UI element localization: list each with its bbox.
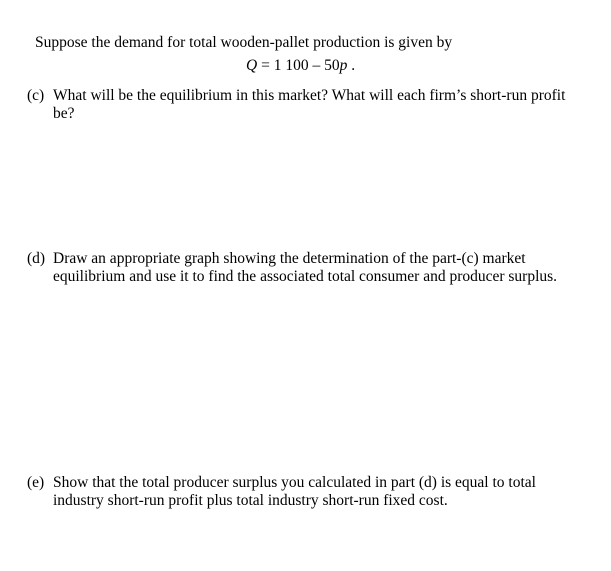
- question-c-line-1: What will be the equilibrium in this market? What will each firm’s short-run profit: [53, 87, 566, 104]
- equation-end: .: [347, 57, 356, 74]
- question-d-line-2: equilibrium and use it to find the associated total consumer and producer surplus.: [53, 268, 558, 285]
- question-d-label: (d): [27, 250, 46, 267]
- question-e-line-2: industry short-run profit plus total industry short-run fixed cost.: [53, 492, 448, 509]
- question-e-label: (e): [27, 474, 45, 491]
- equation-lhs: Q: [246, 57, 258, 74]
- intro-text: Suppose the demand for total wooden-pallet production is given by: [35, 34, 453, 51]
- demand-equation: [246, 56, 355, 75]
- equation-middle: = 1 100 – 50: [257, 57, 340, 74]
- question-e-line-1: Show that the total producer surplus you calculated in part (d) is equal to total: [53, 474, 536, 491]
- question-d-line-1: Draw an appropriate graph showing the determination of the part-(c) market: [53, 250, 526, 267]
- question-c-line-2: be?: [53, 105, 75, 122]
- question-c-label: (c): [27, 87, 45, 104]
- equation-variable: p: [339, 57, 348, 74]
